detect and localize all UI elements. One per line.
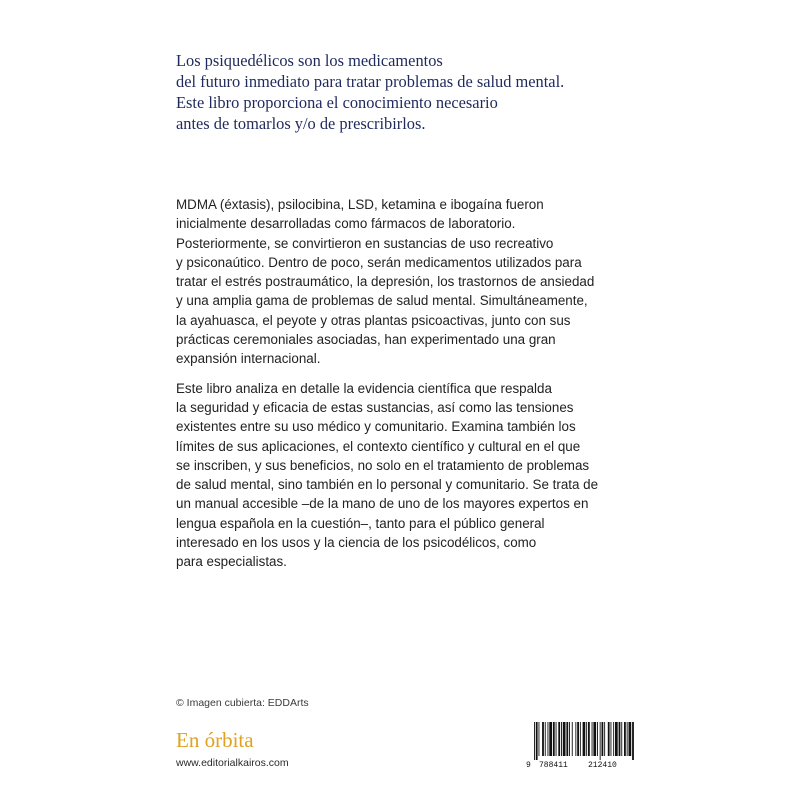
- barcode-bar: [583, 722, 586, 756]
- paragraph-line: prácticas ceremoniales asociadas, han experimentado una gran: [176, 332, 556, 348]
- paragraph-line: la seguridad y eficacia de estas sustancias, así como las tensiones: [176, 399, 574, 415]
- barcode-bars: [526, 722, 638, 760]
- paragraph-line: la ayahuasca, el peyote y otras plantas psicoactivas, junto con sus: [176, 312, 571, 328]
- barcode-bar: [629, 722, 632, 756]
- barcode-bar: [615, 722, 618, 756]
- barcode-bar: [542, 722, 544, 756]
- barcode-bar: [548, 722, 549, 756]
- paragraph-line: Este libro analiza en detalle la evidencia científica que respalda: [176, 380, 552, 396]
- barcode-bar: [553, 722, 555, 756]
- barcode-bar: [572, 722, 573, 756]
- barcode-bar: [539, 722, 540, 756]
- isbn-digit-group: 9: [526, 761, 531, 770]
- barcode-bar: [624, 722, 626, 756]
- barcode-bar: [608, 722, 610, 756]
- barcode-bar: [597, 722, 598, 756]
- barcode-bar: [600, 722, 601, 760]
- paragraph-line: para especialistas.: [176, 554, 287, 570]
- isbn-digit-group: 212410: [588, 761, 617, 770]
- barcode-bar: [613, 722, 614, 756]
- barcode-bar: [621, 722, 622, 756]
- barcode-bar: [569, 722, 570, 756]
- image-credit: © Imagen cubierta: EDDArts: [176, 697, 309, 709]
- paragraph-line: existentes entre su uso médico y comunitario. Examina también los: [176, 419, 576, 435]
- paragraph-line: y psiconaútico. Dentro de poco, serán medicamentos utilizados para: [176, 254, 582, 270]
- barcode-bar: [592, 722, 593, 756]
- paragraph-line: Posteriormente, se convirtieron en sustancias de uso recreativo: [176, 235, 554, 251]
- intro-line: Los psiquedélicos son los medicamentos: [176, 51, 443, 70]
- paragraph-line: MDMA (éxtasis), psilocibina, LSD, ketamina e ibogaína fueron: [176, 197, 544, 212]
- description-body: [176, 195, 636, 572]
- barcode-bar: [545, 722, 546, 756]
- barcode-bar: [586, 722, 587, 756]
- isbn-digit-group: 788411: [539, 761, 568, 770]
- intro-line: Este libro proporciona el conocimiento necesario: [176, 93, 498, 112]
- barcode-bar: [566, 722, 568, 756]
- barcode-bar: [563, 722, 566, 756]
- paragraph-line: tratar el estrés postraumático, la depresión, los trastornos de ansiedad: [176, 274, 595, 290]
- description-paragraph-2: [176, 379, 636, 572]
- paragraph-line: de salud mental, sino también en lo personal y comunitario. Se trata de: [176, 477, 599, 493]
- barcode-bar: [593, 722, 596, 756]
- barcode-bar: [602, 722, 604, 756]
- barcode-bar: [561, 722, 562, 756]
- paragraph-line: expansión internacional.: [176, 351, 321, 367]
- paragraph-line: interesado en los usos y la ciencia de los psicodélicos, como: [176, 535, 537, 551]
- barcode-bar: [619, 722, 621, 756]
- paragraph-line: y una amplia gama de problemas de salud mental. Simultáneamente,: [176, 293, 588, 309]
- barcode-bar: [575, 722, 576, 756]
- barcode-bar: [534, 722, 535, 760]
- barcode-bar: [604, 722, 605, 756]
- barcode-bar: [558, 722, 560, 756]
- barcode-bar: [536, 722, 538, 760]
- intro-line: antes de tomarlos y/o de prescribirlos.: [176, 114, 426, 133]
- intro-blurb: [176, 50, 646, 134]
- barcode-bar: [627, 722, 628, 756]
- paragraph-line: se inscriben, y sus beneficios, no solo en el tratamiento de problemas: [176, 457, 590, 473]
- description-paragraph-1: [176, 195, 636, 369]
- collection-name: En órbita: [176, 728, 254, 752]
- intro-line: del futuro inmediato para tratar problemas de salud mental.: [176, 72, 565, 91]
- paragraph-line: un manual accesible –de la mano de uno de los mayores expertos en: [176, 496, 589, 512]
- publisher-website: www.editorialkairos.com: [176, 757, 289, 769]
- barcode-bar: [611, 722, 612, 756]
- barcode-bar: [556, 722, 557, 756]
- paragraph-line: lengua española en la cuestión–, tanto para el público general: [176, 515, 545, 531]
- isbn-digits: [526, 761, 638, 771]
- isbn-barcode: [526, 722, 638, 770]
- barcode-bar: [549, 722, 552, 756]
- barcode-bar: [588, 722, 590, 756]
- barcode-bar: [580, 722, 581, 756]
- paragraph-line: límites de sus aplicaciones, el contexto científico y cultural en el que: [176, 438, 581, 454]
- barcode-bar: [577, 722, 579, 756]
- paragraph-line: inicialmente desarrolladas como fármacos de laboratorio.: [176, 216, 516, 232]
- barcode-bar: [632, 722, 634, 760]
